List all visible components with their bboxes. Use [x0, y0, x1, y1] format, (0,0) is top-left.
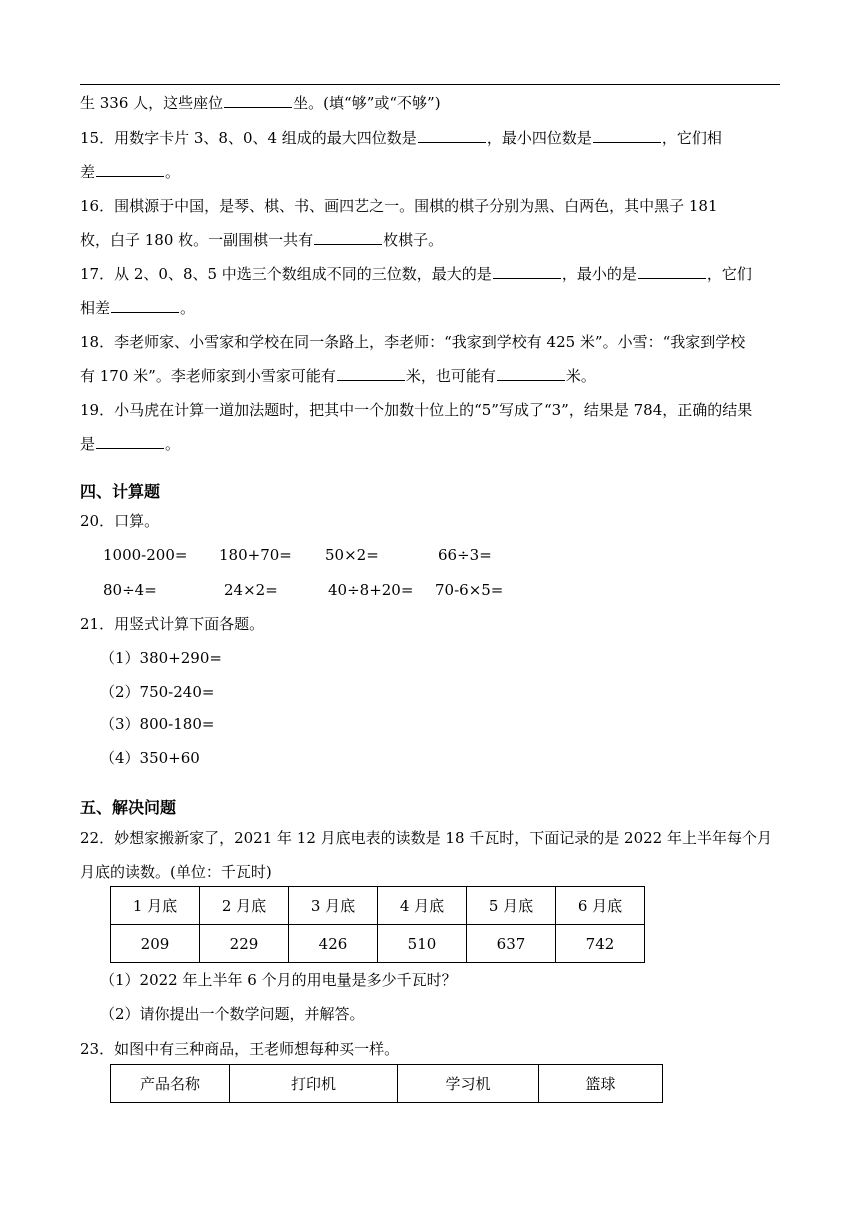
answer-blank[interactable] — [418, 128, 486, 143]
table-header-row — [111, 1065, 663, 1103]
q20-title: 20．口算。 — [80, 512, 160, 530]
table-header-cell: 3 月底 — [289, 887, 378, 925]
q22-sub1: （1）2022 年上半年 6 个月的用电量是多少千瓦时？ — [100, 971, 457, 989]
header-rule — [80, 84, 780, 85]
table-header-cell: 篮球 — [539, 1065, 663, 1103]
answer-blank[interactable] — [224, 93, 292, 108]
table-header-row — [111, 887, 645, 925]
vertical-calc-item: （4）350+60 — [100, 749, 200, 767]
mental-calc-item: 40÷8+20= — [328, 581, 414, 599]
mental-calc-item: 70-6×5= — [435, 581, 504, 599]
q22-line2: 月底的读数。(单位：千瓦时) — [80, 863, 272, 881]
q18-line2: 有 170 米”。李老师家到小雪家可能有 米，也可能有 米。 — [80, 367, 596, 385]
answer-blank[interactable] — [96, 162, 164, 177]
table-row — [111, 925, 645, 963]
q19-line2: 是 。 — [80, 435, 181, 453]
mental-calc-item: 180+70= — [219, 546, 292, 564]
meter-reading-table — [110, 886, 645, 963]
vertical-calc-item: （1）380+290= — [100, 649, 222, 667]
q17-line1: 17．从 2、0、8、5 中选三个数组成不同的三位数，最大的是 ，最小的是 ，它们 — [80, 265, 752, 283]
mental-calc-item: 1000-200= — [103, 546, 188, 564]
table-cell: 426 — [289, 925, 378, 963]
q19-line1: 19．小马虎在计算一道加法题时，把其中一个加数十位上的“5”写成了“3”，结果是 784，正确的结果 — [80, 401, 753, 419]
table-cell: 742 — [556, 925, 645, 963]
q16-line2: 枚，白子 180 枚。一副围棋一共有 枚棋子。 — [80, 231, 444, 249]
answer-blank[interactable] — [497, 366, 565, 381]
mental-calc-item: 66÷3= — [438, 546, 492, 564]
q16-line1: 16．围棋源于中国，是琴、棋、书、画四艺之一。围棋的棋子分别为黑、白两色，其中黑子 181 — [80, 197, 718, 215]
products-table — [110, 1064, 663, 1103]
table-header-cell: 2 月底 — [200, 887, 289, 925]
table-header-cell: 打印机 — [230, 1065, 398, 1103]
vertical-calc-item: （3）800-180= — [100, 715, 215, 733]
table-cell: 229 — [200, 925, 289, 963]
table-header-cell: 1 月底 — [111, 887, 200, 925]
section-heading-4: 四、计算题 — [80, 482, 161, 501]
q15-line2: 差 。 — [80, 163, 181, 181]
answer-blank[interactable] — [638, 264, 706, 279]
answer-blank[interactable] — [593, 128, 661, 143]
answer-blank[interactable] — [337, 366, 405, 381]
answer-blank[interactable] — [96, 434, 164, 449]
section-heading-5: 五、解决问题 — [80, 798, 177, 817]
vertical-calc-item: （2）750-240= — [100, 683, 215, 701]
q23-line1: 23．如图中有三种商品，王老师想每种买一样。 — [80, 1040, 400, 1058]
answer-blank[interactable] — [111, 298, 179, 313]
q21-title: 21．用竖式计算下面各题。 — [80, 615, 265, 633]
mental-calc-item: 24×2= — [224, 581, 278, 599]
q14-line: 生 336 人，这些座位 坐。(填“够”或“不够”) — [80, 94, 441, 112]
q18-line1: 18．李老师家、小雪家和学校在同一条路上，李老师：“我家到学校有 425 米”。小雪：“我家到学校 — [80, 333, 746, 351]
table-cell: 637 — [467, 925, 556, 963]
mental-calc-item: 80÷4= — [103, 581, 157, 599]
q17-line2: 相差 。 — [80, 299, 196, 317]
table-header-cell: 5 月底 — [467, 887, 556, 925]
q15-line1: 15．用数字卡片 3、8、0、4 组成的最大四位数是 ，最小四位数是 ，它们相 — [80, 129, 722, 147]
table-header-cell: 4 月底 — [378, 887, 467, 925]
q22-sub2: （2）请你提出一个数学问题，并解答。 — [100, 1005, 365, 1023]
table-cell: 510 — [378, 925, 467, 963]
table-header-cell: 产品名称 — [111, 1065, 230, 1103]
answer-blank[interactable] — [493, 264, 561, 279]
mental-calc-item: 50×2= — [325, 546, 379, 564]
table-header-cell: 学习机 — [398, 1065, 539, 1103]
table-cell: 209 — [111, 925, 200, 963]
q22-line1: 22．妙想家搬新家了，2021 年 12 月底电表的读数是 18 千瓦时，下面记录的是 2022 年上半年每个月 — [80, 829, 772, 847]
answer-blank[interactable] — [314, 230, 382, 245]
table-header-cell: 6 月底 — [556, 887, 645, 925]
